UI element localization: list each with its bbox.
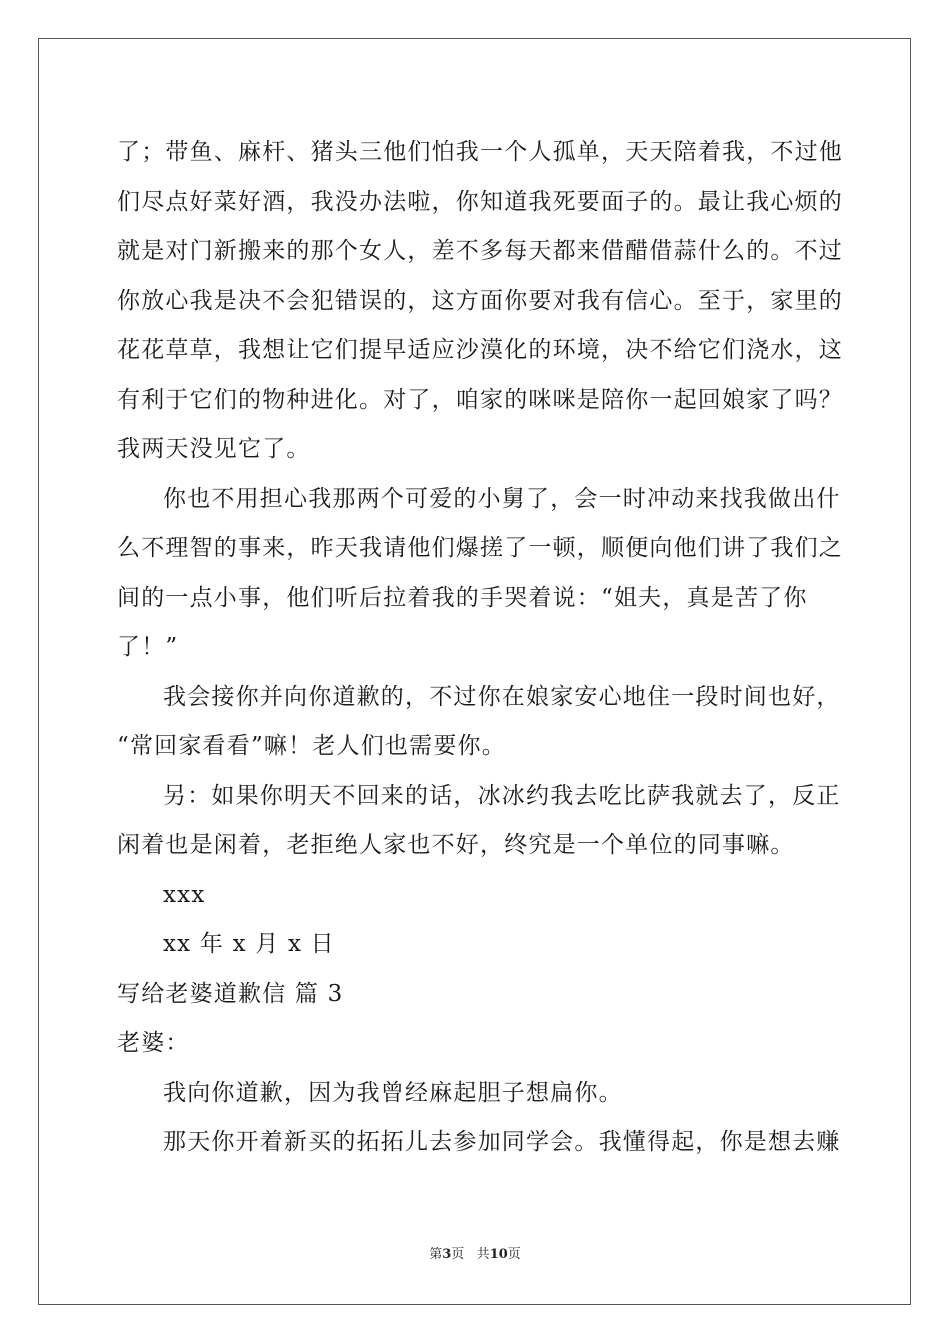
text-line: 我两天没见它了。	[117, 436, 311, 462]
page-prefix: 第	[429, 1247, 443, 1262]
text-line: 就是对门新搬来的那个女人，差不多每天都来借醋借蒜什么的。不过	[117, 238, 843, 264]
text-line: 么不理智的事来，昨天我请他们爆搓了一顿，顺便向他们讲了我们之	[117, 535, 843, 561]
total-prefix: 共	[476, 1247, 490, 1262]
text-line: “常回家看看”嘛！老人们也需要你。	[117, 733, 506, 759]
text-line: 们尽点好菜好酒，我没办法啦，你知道我死要面子的。最让我心烦的	[117, 188, 843, 215]
page-number: 3	[442, 1247, 452, 1262]
paragraph-start-line: 另：如果你明天不回来的话，冰冰约我去吃比萨我就去了，反正	[163, 782, 841, 809]
text-line: 了！”	[117, 634, 179, 660]
text-line: 花花草草，我想让它们提早适应沙漠化的环境，决不给它们浇水，这	[117, 337, 843, 363]
total-suffix: 页	[507, 1247, 521, 1262]
paragraph-start-line: 我会接你并向你道歉的，不过你在娘家安心地住一段时间也好，	[163, 683, 841, 710]
paragraph-start-line: 你也不用担心我那两个可爱的小舅了，会一时冲动来找我做出什	[163, 485, 841, 512]
paragraph-start-line: 那天你开着新买的拓拓儿去参加同学会。我懂得起，你是想去赚	[163, 1129, 841, 1155]
signature-date: xx 年 x 月 x 日	[163, 931, 335, 957]
page-suffix: 页	[451, 1247, 465, 1262]
text-line: 你放心我是决不会犯错误的，这方面你要对我有信心。至于，家里的	[117, 287, 843, 314]
total-pages: 10	[489, 1247, 508, 1262]
section-heading: 写给老婆道歉信 篇 3	[117, 980, 344, 1007]
text-line: 了；带鱼、麻杆、猪头三他们怕我一个人孤单，天天陪着我，不过他	[117, 139, 843, 165]
page-footer	[0, 1245, 950, 1265]
text-line: 闲着也是闲着，老拒绝人家也不好，终究是一个单位的同事嘛。	[117, 832, 795, 858]
text-line: 间的一点小事，他们听后拉着我的手哭着说：“姐夫，真是苦了你	[117, 584, 808, 611]
signature: xxx	[163, 881, 206, 908]
document-body	[117, 128, 843, 1168]
text-line: 有利于它们的物种进化。对了，咱家的咪咪是陪你一起回娘家了吗？	[117, 386, 843, 413]
salutation: 老婆：	[117, 1030, 190, 1056]
paragraph-start-line: 我向你道歉，因为我曾经麻起胆子想扁你。	[163, 1079, 623, 1106]
